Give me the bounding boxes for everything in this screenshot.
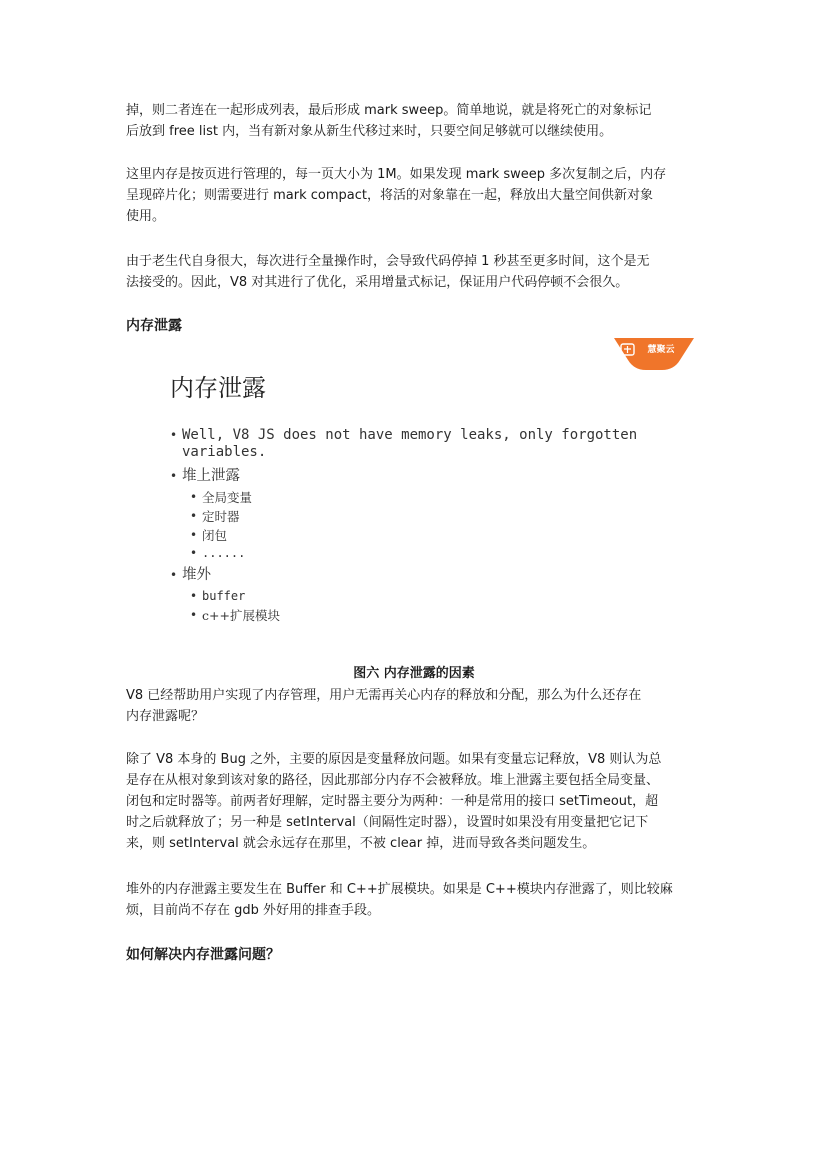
paragraph-mark-sweep (126, 100, 702, 142)
text-line: 时之后就释放了；另一种是 setInterval（间隔性定时器），设置时如果没有用变量把它记下 (126, 815, 649, 830)
bullet-icon: • (190, 490, 198, 504)
text-line: 堆外的内存泄露主要发生在 Buffer 和 C++扩展模块。如果是 C++模块内存泄露了，则比较麻 (126, 882, 673, 897)
text-line: 内存泄露呢？ (126, 709, 205, 724)
bullet-icon: • (190, 589, 198, 603)
bullet-icon: • (190, 546, 198, 560)
bullet-icon: • (190, 528, 198, 542)
paragraph-incremental-marking (126, 251, 702, 293)
slide-item-quote-line1: Well, V8 JS does not have memory leaks, only forgotten (182, 427, 638, 443)
text-line: 来，则 setInterval 就会永远存在那里，不被 clear 掉，进而导致各类问题发生。 (126, 836, 596, 851)
section-heading-memory-leak: 内存泄露 (126, 318, 182, 334)
slide-item-quote-line2: variables. (182, 444, 267, 460)
logo-text: 慧聚云 (647, 345, 675, 355)
figure-caption: 图六 内存泄露的因素 (353, 666, 475, 681)
text-line: V8 已经帮助用户实现了内存管理，用户无需再关心内存的释放和分配，那么为什么还存在 (126, 688, 642, 703)
slide-subitem-buffer: buffer (202, 589, 246, 603)
text-line: 法接受的。因此，V8 对其进行了优化，采用增量式标记，保证用户代码停顿不会很久。 (126, 275, 629, 290)
slide-subitem-closure: 闭包 (202, 528, 228, 543)
slide-subitem-cpp-ext: c++扩展模块 (202, 608, 280, 623)
text-line: 除了 V8 本身的 Bug 之外，主要的原因是变量释放问题。如果有变量忘记释放，V8 则认为总 (126, 752, 662, 767)
paragraph-off-heap-leak (126, 879, 702, 921)
slide-title: 内存泄露 (170, 374, 266, 402)
slide-subitem-global-var: 全局变量 (202, 490, 253, 505)
slide-subitem-ellipsis: ...... (202, 546, 246, 560)
bullet-icon: • (190, 509, 198, 523)
slide-figure (126, 336, 702, 636)
text-line: 是存在从根对象到该对象的路径，因此那部分内存不会被释放。堆上泄露主要包括全局变量、 (126, 773, 660, 788)
text-line: 使用。 (126, 209, 166, 224)
bullet-icon: • (170, 568, 178, 582)
text-line: 由于老生代自身很大，每次进行全量操作时，会导致代码停掉 1 秒甚至更多时间，这个是无 (126, 254, 650, 269)
paragraph-leak-causes (126, 749, 702, 854)
text-line: 烦，目前尚不存在 gdb 外好用的排查手段。 (126, 903, 381, 918)
slide-subitem-timer: 定时器 (202, 509, 240, 524)
bullet-icon: • (170, 469, 178, 483)
text-line: 呈现碎片化；则需要进行 mark compact，将活的对象靠在一起，释放出大量空间供新对象 (126, 188, 653, 203)
paragraph-page-management (126, 164, 702, 227)
text-line: 闭包和定时器等。前两者好理解，定时器主要分为两种：一种是常用的接口 setTimeout，超 (126, 794, 659, 809)
bullet-icon: • (190, 608, 198, 622)
text-line: 掉，则二者连在一起形成列表，最后形成 mark sweep。简单地说，就是将死亡的对象标记 (126, 103, 652, 118)
section-heading-solve-leak: 如何解决内存泄露问题？ (126, 947, 280, 963)
slide-item-off-heap: 堆外 (182, 567, 211, 583)
text-line: 这里内存是按页进行管理的，每一页大小为 1M。如果发现 mark sweep 多次复制之后，内存 (126, 167, 667, 182)
paragraph-why-leak (126, 685, 702, 727)
text-line: 后放到 free list 内，当有新对象从新生代移过来时，只要空间足够就可以继续使用。 (126, 124, 613, 139)
slide-item-heap-leak: 堆上泄露 (182, 468, 240, 484)
bullet-icon: • (170, 428, 178, 442)
